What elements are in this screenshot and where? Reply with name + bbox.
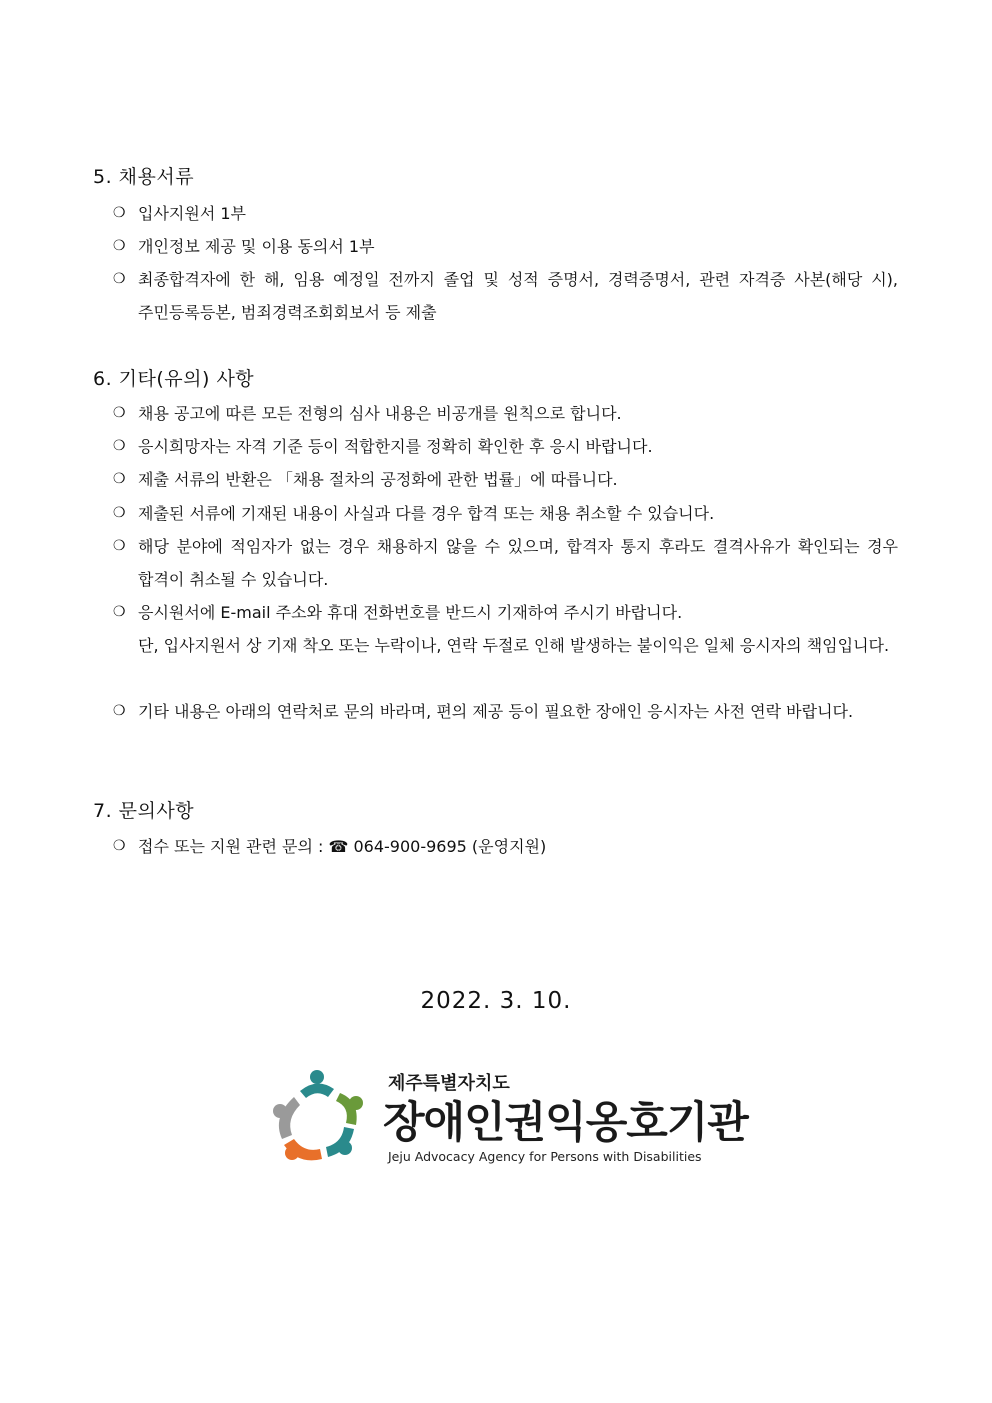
- bullet-icon: ❍: [113, 405, 126, 421]
- bullet-icon: ❍: [113, 205, 126, 221]
- bullet-icon: ❍: [113, 505, 126, 521]
- list-item-text: 최종합격자에 한 해, 임용 예정일 전까지 졸업 및 성적 증명서, 경력증명서, 관련 자격증 사본(해당 시), 주민등록등본, 범죄경력조회회보서 등 제출: [138, 270, 898, 322]
- people-circle-logo-icon: [270, 1065, 375, 1170]
- list-item-text: 입사지원서 1부: [138, 204, 247, 223]
- list-item: [113, 430, 898, 463]
- logo-figure-head: [310, 1070, 324, 1084]
- bullet-icon: ❍: [113, 703, 126, 719]
- bullet-icon: ❍: [113, 471, 126, 487]
- list-item-text: 채용 공고에 따른 모든 전형의 심사 내용은 비공개를 원칙으로 합니다.: [138, 404, 622, 423]
- bullet-icon: ❍: [113, 604, 126, 620]
- section-title-7: 7. 문의사항: [93, 800, 195, 822]
- document-date: 2022. 3. 10.: [420, 988, 572, 1014]
- bullet-icon: ❍: [113, 238, 126, 254]
- list-item: [113, 830, 898, 863]
- logo-english-text: Jeju Advocacy Agency for Persons with Disabilities: [388, 1149, 702, 1164]
- list-item-text: 접수 또는 지원 관련 문의 : ☎ 064-900-9695 (운영지원): [138, 837, 547, 856]
- list-item: [113, 263, 898, 329]
- section-title-6: 6. 기타(유의) 사항: [93, 368, 255, 390]
- list-item: [113, 596, 898, 662]
- list-item: [113, 530, 898, 596]
- list-item: [113, 463, 898, 496]
- logo-name-text: 장애인권익옹호기관: [383, 1098, 748, 1148]
- bullet-icon: ❍: [113, 538, 126, 554]
- list-item: [113, 197, 898, 230]
- organization-logo: [270, 1065, 748, 1175]
- list-item-text: 해당 분야에 적임자가 없는 경우 채용하지 않을 수 있으며, 합격자 통지 후라도 결격사유가 확인되는 경우 합격이 취소될 수 있습니다.: [138, 537, 898, 589]
- list-item: [113, 397, 898, 430]
- section-title-5: 5. 채용서류: [93, 166, 195, 188]
- bullet-icon: ❍: [113, 438, 126, 454]
- bullet-icon: ❍: [113, 838, 126, 854]
- logo-region-text: 제주특별자치도: [388, 1073, 510, 1094]
- list-item-text: 응시희망자는 자격 기준 등이 적합한지를 정확히 확인한 후 응시 바랍니다.: [138, 437, 653, 456]
- list-item-text: 제출된 서류에 기재된 내용이 사실과 다를 경우 합격 또는 채용 취소할 수 있습니다.: [138, 504, 715, 523]
- list-item: [113, 230, 898, 263]
- list-item-text: 제출 서류의 반환은 「채용 절차의 공정화에 관한 법률」에 따릅니다.: [138, 470, 618, 489]
- list-item-text: 기타 내용은 아래의 연락처로 문의 바라며, 편의 제공 등이 필요한 장애인 응시자는 사전 연락 바랍니다.: [138, 702, 854, 721]
- bullet-icon: ❍: [113, 271, 126, 287]
- list-item: [113, 695, 898, 728]
- list-item-text: 응시원서에 E-mail 주소와 휴대 전화번호를 반드시 기재하여 주시기 바랍니다.: [138, 603, 683, 622]
- list-item-text: 개인정보 제공 및 이용 동의서 1부: [138, 237, 375, 256]
- list-item-note: 단, 입사지원서 상 기재 착오 또는 누락이나, 연락 두절로 인해 발생하는 불이익은 일체 응시자의 책임입니다.: [138, 636, 890, 655]
- list-item: [113, 497, 898, 530]
- logo-figure-arm: [300, 1083, 334, 1098]
- logo-figure-arm: [279, 1097, 300, 1139]
